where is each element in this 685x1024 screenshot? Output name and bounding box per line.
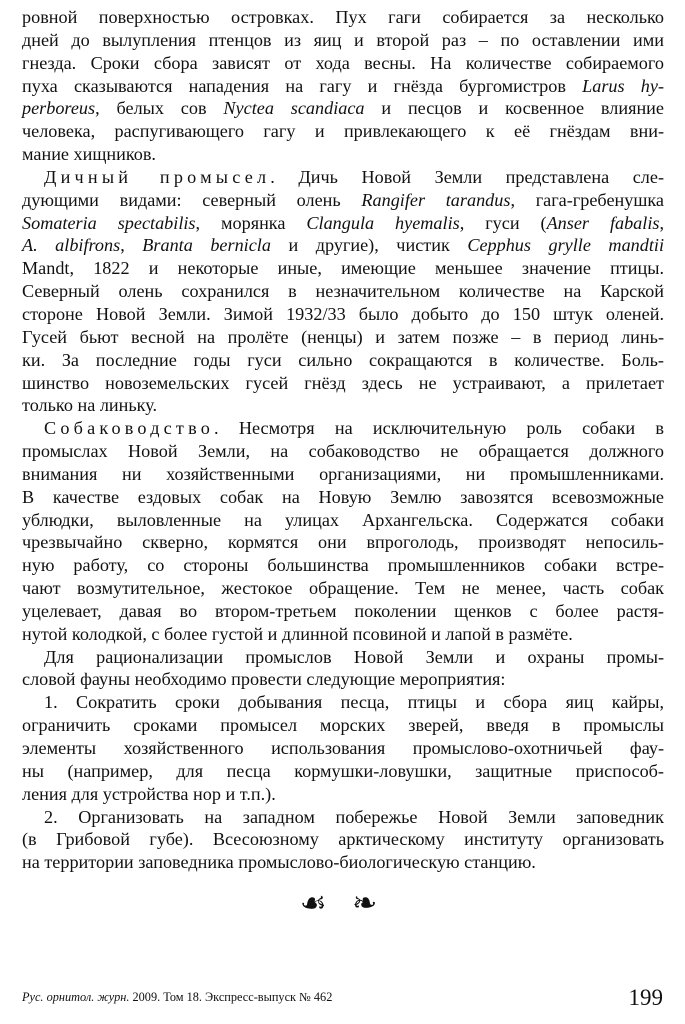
- text-line: [22, 417, 664, 440]
- latin-species-name: Anser fabalis: [546, 212, 660, 233]
- text-segment: , гага-гребенушка: [510, 189, 664, 210]
- text-segment: только на линьку.: [22, 395, 158, 416]
- text-segment: . Дичь Новой Земли представлена сле-: [270, 166, 664, 187]
- text-line: [22, 372, 664, 395]
- text-line: [22, 349, 664, 372]
- text-line: [22, 646, 664, 669]
- text-segment: элементы хозяйственного использования промыслово-охотничьей фау-: [22, 738, 664, 758]
- text-segment: ки. За последние годы гуси сильно сокращаются в количестве. Боль-: [22, 349, 664, 370]
- latin-species-name: Branta bernicla: [142, 235, 271, 256]
- paragraph: [22, 6, 664, 166]
- text-line: [22, 189, 664, 212]
- footer-citation: [22, 990, 332, 1005]
- text-segment: дней до вылупления птенцов из яиц и второй раз – по оставлении ими: [22, 29, 664, 50]
- text-segment: промыслах Новой Земли, на собаководство не обращается должного: [22, 441, 664, 462]
- paragraph: [22, 806, 664, 875]
- text-segment: стороне Новой Земли. Зимой 1932/33 было добыто до 150 штук оленей.: [22, 303, 664, 324]
- text-segment: Mandt, 1822 и некоторые иные, имеющие меньшее значение птицы.: [22, 258, 664, 279]
- text-segment: человека, распугивающего гагу и привлекающего к её гнёздам вни-: [22, 121, 664, 142]
- text-line: [22, 509, 664, 532]
- text-segment: , гуси (: [459, 212, 547, 233]
- text-line: [22, 714, 664, 737]
- latin-species-name: Larus hy-: [582, 75, 664, 96]
- text-line: [22, 760, 664, 783]
- text-segment: и другие), чистик: [270, 235, 468, 256]
- ornament-divider: ☙ ❧: [299, 886, 386, 921]
- text-line: [22, 234, 664, 257]
- text-segment: Гусей бьют весной на пролёте (ненцы) и затем позже – в период линь-: [22, 326, 664, 347]
- latin-species-name: Cepphus grylle mandtii: [467, 235, 665, 256]
- journal-name: Рус. орнитол. журн.: [22, 990, 130, 1004]
- text-segment: ления для устройства нор и т.п.).: [22, 783, 276, 804]
- text-segment: В качестве ездовых собак на Новую Землю завозятся всевозможные: [22, 486, 664, 507]
- text-segment: ублюдки, выловленные на улицах Архангельска. Содержатся собаки: [22, 509, 664, 530]
- text-line: [22, 143, 664, 166]
- body-text: [22, 6, 664, 874]
- text-line: [22, 783, 664, 806]
- text-segment: 1. Сократить сроки добывания песца, птицы и сбора яиц кайры,: [44, 692, 664, 713]
- issue-info: 2009. Том 18. Экспресс-выпуск № 462: [129, 990, 333, 1004]
- text-line: [22, 29, 664, 52]
- text-segment: дующими видами: северный олень: [22, 189, 362, 210]
- latin-species-name: perboreus: [22, 98, 96, 119]
- text-line: [22, 440, 664, 463]
- text-segment: чрезвычайно скверно, кормятся они впроголодь, производят непосиль-: [22, 532, 664, 553]
- latin-species-name: Nyctea scandiaca: [223, 98, 365, 119]
- text-segment: нутой колодкой, с более густой и длинной псовиной и лапой в размёте.: [22, 623, 573, 644]
- text-segment: Для рационализации промыслов Новой Земли и охраны промы-: [44, 646, 664, 667]
- text-line: [22, 828, 664, 851]
- text-segment: ,: [659, 212, 665, 233]
- latin-species-name: Somateria spectabilis: [22, 212, 196, 233]
- text-line: [22, 463, 664, 486]
- paragraph: [22, 417, 664, 645]
- text-line: [22, 851, 664, 874]
- text-line: [22, 554, 664, 577]
- text-segment: ровной поверхностью островках. Пух гаги собирается за несколько: [22, 7, 664, 27]
- text-segment: внимания ни хозяйственными организациями, ни промышленниками.: [22, 463, 664, 484]
- paragraph: [22, 166, 664, 417]
- text-line: [22, 486, 664, 509]
- text-segment: , белых сов: [95, 98, 224, 119]
- text-line: [22, 166, 664, 189]
- page-number: 199: [628, 985, 663, 1010]
- text-segment: уцелевает, давая во втором-третьем поколении щенков с более растя-: [22, 600, 664, 621]
- paragraph: [22, 646, 664, 692]
- text-segment: шинство новоземельских гусей гнёзд здесь не устраивают, а прилетает: [22, 372, 664, 393]
- text-segment: , морянка: [195, 212, 307, 233]
- paragraph: [22, 691, 664, 805]
- text-segment: . Несмотря на исключительную роль собаки в: [214, 418, 664, 439]
- text-segment: чают возмутительное, жестокое обращение. Тем не менее, часть собак: [22, 578, 664, 599]
- text-line: [22, 394, 664, 417]
- text-segment: (в Грибовой губе). Всесоюзному арктическому институту организовать: [22, 829, 664, 850]
- text-segment: Северный олень сохранился в незначительном количестве на Карской: [22, 281, 664, 302]
- text-segment: ограничить сроками промысел морских зверей, введя в промыслы: [22, 715, 664, 736]
- text-segment: 2. Организовать на западном побережье Новой Земли заповедник: [44, 806, 664, 827]
- text-line: [22, 691, 664, 714]
- text-segment: словой фауны необходимо провести следующие мероприятия:: [22, 669, 506, 690]
- text-line: [22, 97, 664, 120]
- text-segment: ны (например, для песца кормушки-ловушки, защитные приспособ-: [22, 760, 664, 781]
- text-segment: ную работу, со стороны большинства промышленников собаки встре-: [22, 555, 664, 576]
- text-line: [22, 280, 664, 303]
- section-heading: Дичный промысел: [44, 166, 271, 187]
- text-line: [22, 600, 664, 623]
- text-line: [22, 303, 664, 326]
- text-line: [22, 75, 664, 98]
- text-line: [22, 806, 664, 829]
- text-line: [22, 737, 664, 760]
- text-line: [22, 212, 664, 235]
- text-line: [22, 6, 664, 29]
- text-segment: мание хищников.: [22, 144, 156, 165]
- text-line: [22, 531, 664, 554]
- latin-species-name: Rangifer tarandus: [361, 189, 511, 210]
- text-segment: гнезда. Сроки сбора зависят от хода весны. На количестве собираемого: [22, 52, 664, 73]
- text-line: [22, 120, 664, 143]
- latin-species-name: A. albifrons: [22, 235, 121, 256]
- text-line: [22, 326, 664, 349]
- text-line: [22, 668, 664, 691]
- text-line: [22, 52, 664, 75]
- latin-species-name: Clangula hyemalis: [306, 212, 460, 233]
- text-segment: пуха сказываются нападения на гагу и гнёзда бургомистров: [22, 75, 583, 96]
- text-segment: на территории заповедника промыслово-биологическую станцию.: [22, 852, 536, 873]
- text-segment: ,: [120, 235, 143, 256]
- text-segment: и песцов и косвенное влияние: [364, 98, 664, 119]
- text-line: [22, 257, 664, 280]
- text-line: [22, 577, 664, 600]
- section-heading: Собаководство: [44, 418, 215, 439]
- text-line: [22, 623, 664, 646]
